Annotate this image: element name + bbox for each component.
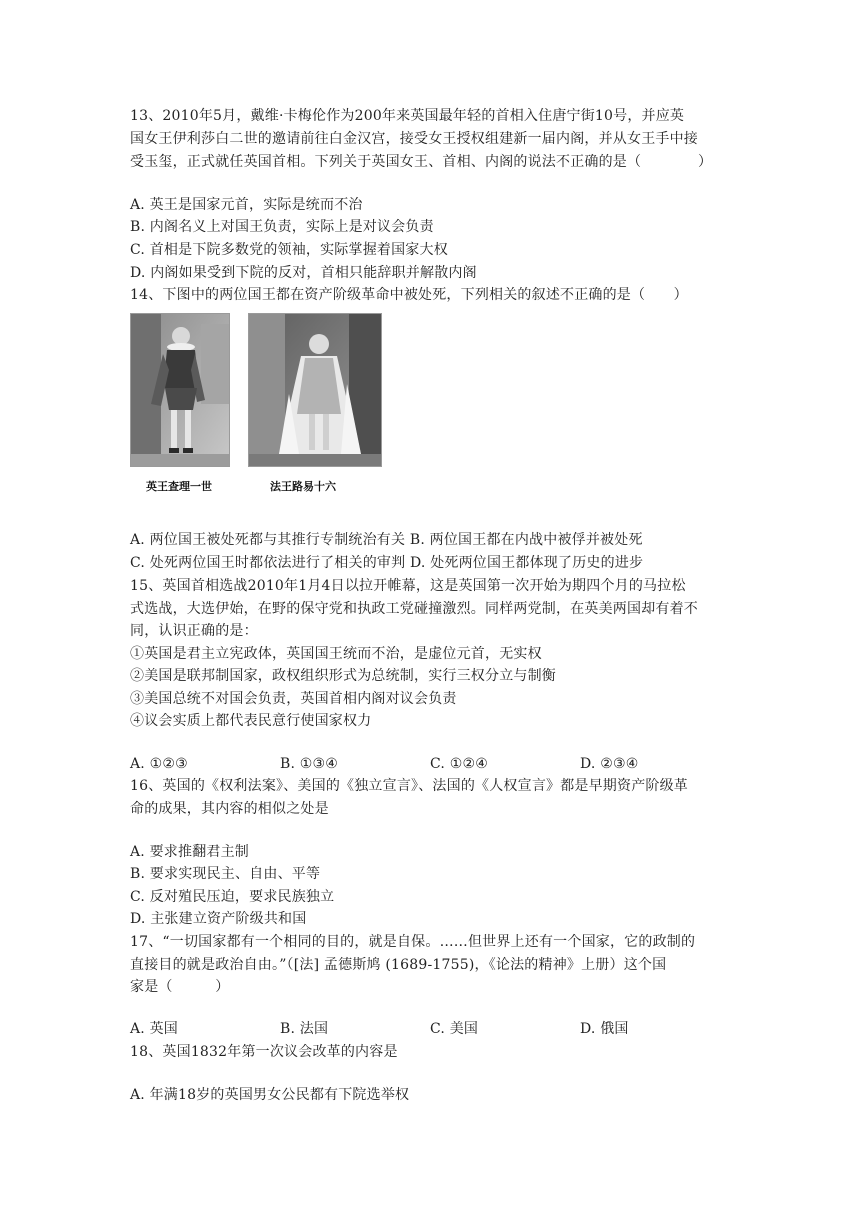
q13-stem-line: 国女王伊利莎白二世的邀请前往白金汉宫，接受女王授权组建新一届内阁，并从女王手中接 bbox=[130, 131, 698, 147]
q17-option-a: A. 英国 bbox=[130, 1021, 179, 1037]
q14-options-ab: A. 两位国王被处死都与其推行专制统治有关 B. 两位国王都在内战中被俘并被处死 bbox=[130, 532, 643, 548]
q16-stem-line: 命的成果，其内容的相似之处是 bbox=[130, 801, 329, 817]
q17-stem-line: 17、“一切国家都有一个相同的目的，就是自保。……但世界上还有一个国家，它的政制的 bbox=[130, 934, 696, 950]
q13-option-b: B. 内阁名义上对国王负责，实际上是对议会负责 bbox=[130, 219, 434, 235]
q14-stem: 14、下图中的两位国王都在资产阶级革命中被处死，下列相关的叙述不正确的是（ ） bbox=[130, 287, 688, 303]
q15-option-d: D. ②③④ bbox=[580, 756, 639, 772]
q17-option-b: B. 法国 bbox=[280, 1021, 329, 1037]
portrait-louis-xvi bbox=[248, 313, 382, 467]
q15-statement-1: ①英国是君主立宪政体，英国国王统而不治，是虚位元首，无实权 bbox=[130, 646, 542, 662]
q15-option-a: A. ①②③ bbox=[130, 756, 188, 772]
q18-stem: 18、英国1832年第一次议会改革的内容是 bbox=[130, 1044, 398, 1060]
q13-option-a: A. 英王是国家元首，实际是统而不治 bbox=[130, 197, 363, 213]
q17-stem-line: 家是（ ） bbox=[130, 979, 230, 995]
q13-stem-line: 13、2010年5月，戴维·卡梅伦作为200年来英国最年轻的首相入住唐宁街10号，并应英 bbox=[130, 108, 685, 124]
q16-option-c: C. 反对殖民压迫，要求民族独立 bbox=[130, 889, 335, 905]
q16-option-d: D. 主张建立资产阶级共和国 bbox=[130, 911, 307, 927]
q17-option-c: C. 美国 bbox=[430, 1021, 479, 1037]
q15-stem-line: 式选战，大选伊始，在野的保守党和执政工党碰撞激烈。同样两党制，在英美两国却有着不 bbox=[130, 601, 698, 617]
q17-stem-line: 直接目的就是政治自由。”（[法] 孟德斯鸠 (1689-1755)，《论法的精神》上册）这个国 bbox=[130, 957, 667, 973]
q15-statement-4: ④议会实质上都代表民意行使国家权力 bbox=[130, 713, 372, 729]
q15-option-b: B. ①③④ bbox=[280, 756, 339, 772]
q15-statement-3: ③美国总统不对国会负责，英国首相内阁对议会负责 bbox=[130, 691, 457, 707]
q15-stem-line: 同，认识正确的是： bbox=[130, 623, 258, 639]
q14-options-cd: C. 处死两位国王时都依法进行了相关的审判 D. 处死两位国王都体现了历史的进步 bbox=[130, 555, 644, 571]
caption-charles-i: 英王查理一世 bbox=[146, 480, 212, 493]
q16-option-b: B. 要求实现民主、自由、平等 bbox=[130, 866, 321, 882]
portrait-charles-i-image bbox=[131, 314, 229, 466]
q15-option-c: C. ①②④ bbox=[430, 756, 488, 772]
q18-option-a: A. 年满18岁的英国男女公民都有下院选举权 bbox=[130, 1087, 410, 1103]
q13-option-c: C. 首相是下院多数党的领袖，实际掌握着国家大权 bbox=[130, 242, 448, 258]
q17-option-d: D. 俄国 bbox=[580, 1021, 629, 1037]
q16-stem-line: 16、英国的《权利法案》、美国的《独立宣言》、法国的《人权宣言》都是早期资产阶级革 bbox=[130, 778, 689, 794]
portrait-louis-xvi-image bbox=[249, 314, 381, 466]
q13-stem-line: 受玉玺，正式就任英国首相。下列关于英国女王、首相、内阁的说法不正确的是（ ） bbox=[130, 154, 713, 170]
caption-louis-xvi: 法王路易十六 bbox=[270, 480, 336, 493]
q13-option-d: D. 内阁如果受到下院的反对，首相只能辞职并解散内阁 bbox=[130, 265, 477, 281]
portrait-charles-i bbox=[130, 313, 230, 467]
q15-stem-line: 15、英国首相选战2010年1月4日以拉开帷幕，这是英国第一次开始为期四个月的马拉松 bbox=[130, 578, 686, 594]
q15-statement-2: ②美国是联邦制国家，政权组织形式为总统制，实行三权分立与制衡 bbox=[130, 668, 556, 684]
q16-option-a: A. 要求推翻君主制 bbox=[130, 844, 250, 860]
